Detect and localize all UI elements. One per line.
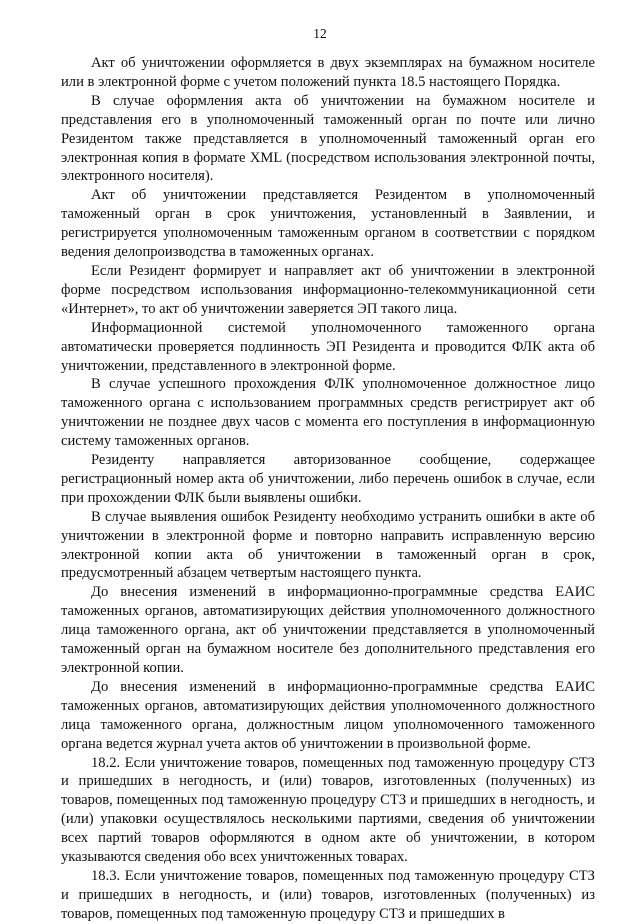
paragraph: Акт об уничтожении оформляется в двух экземплярах на бумажном носителе или в электронной форме с учетом положений пункта 18.5 настоящего Порядка. bbox=[61, 55, 595, 90]
paragraph: До внесения изменений в информационно-программные средства ЕАИС таможенных органов, автоматизирующих действия уполномоченного должностного лица таможенного органа, акт об уничтожении представляется в уполномоченный таможенный орган на бумажном носителе без дополнительного представления его электронной копии. bbox=[61, 584, 595, 676]
paragraph: Резиденту направляется авторизованное сообщение, содержащее регистрационный номер акта об уничтожении, либо перечень ошибок в случае, если при прохождении ФЛК были выявлены ошибки. bbox=[61, 452, 595, 506]
document-body bbox=[61, 54, 595, 924]
paragraph: 18.2. Если уничтожение товаров, помещенных под таможенную процедуру СТЗ и пришедших в негодность, и (или) товаров, изготовленных (полученных) из товаров, помещенных под таможенную процедуру СТЗ и пришедших в негодность, и (или) упаковки осуществлялось несколькими партиями, сведения об уничтожении всех партий товаров оформляются в одном акте об уничтожении, в котором указываются сведения обо всех уничтоженных товарах. bbox=[61, 754, 595, 866]
paragraph: В случае успешного прохождения ФЛК уполномоченное должностное лицо таможенного органа с использованием программных средств регистрирует акт об уничтожении не позднее двух часов с момента его поступления в информационную систему таможенных органов. bbox=[61, 376, 595, 450]
paragraph: Акт об уничтожении представляется Резидентом в уполномоченный таможенный орган в срок уничтожения, установленный в Заявлении, и регистрируется уполномоченным таможенным органом в соответствии с порядком ведения делопроизводства в таможенных органах. bbox=[61, 187, 595, 261]
paragraph: В случае выявления ошибок Резиденту необходимо устранить ошибки в акте об уничтожении в электронной форме и повторно направить исправленную версию электронной копии акта об уничтожении в таможенный орган в срок, предусмотренный абзацем четвертым настоящего пункта. bbox=[61, 508, 595, 582]
paragraph: 18.3. Если уничтожение товаров, помещенных под таможенную процедуру СТЗ и пришедших в негодность, и (или) товаров, изготовленных (полученных) из товаров, помещенных под таможенную процедуру СТЗ и пришедших в bbox=[61, 867, 595, 922]
paragraph: Если Резидент формирует и направляет акт об уничтожении в электронной форме посредством использования информационно-телекоммуникационной сети «Интернет», то акт об уничтожении заверяется ЭП такого лица. bbox=[61, 262, 595, 317]
paragraph: В случае оформления акта об уничтожении на бумажном носителе и представления его в уполномоченный таможенный орган по почте или лично Резидентом также представляется в уполномоченный таможенный орган его электронная копия в формате XML (посредством использования электронной почты, электронного носителя). bbox=[61, 92, 595, 185]
paragraph: До внесения изменений в информационно-программные средства ЕАИС таможенных органов, автоматизирующих действия уполномоченного должностного лица таможенного органа, должностным лицом уполномоченного таможенного органа ведется журнал учета актов об уничтожении в произвольной форме. bbox=[61, 678, 595, 752]
page-number: 12 bbox=[313, 26, 327, 41]
paragraph: Информационной системой уполномоченного таможенного органа автоматически проверяется подлинность ЭП Резидента и проводится ФЛК акта об уничтожении, представленного в электронной форме. bbox=[61, 319, 595, 374]
